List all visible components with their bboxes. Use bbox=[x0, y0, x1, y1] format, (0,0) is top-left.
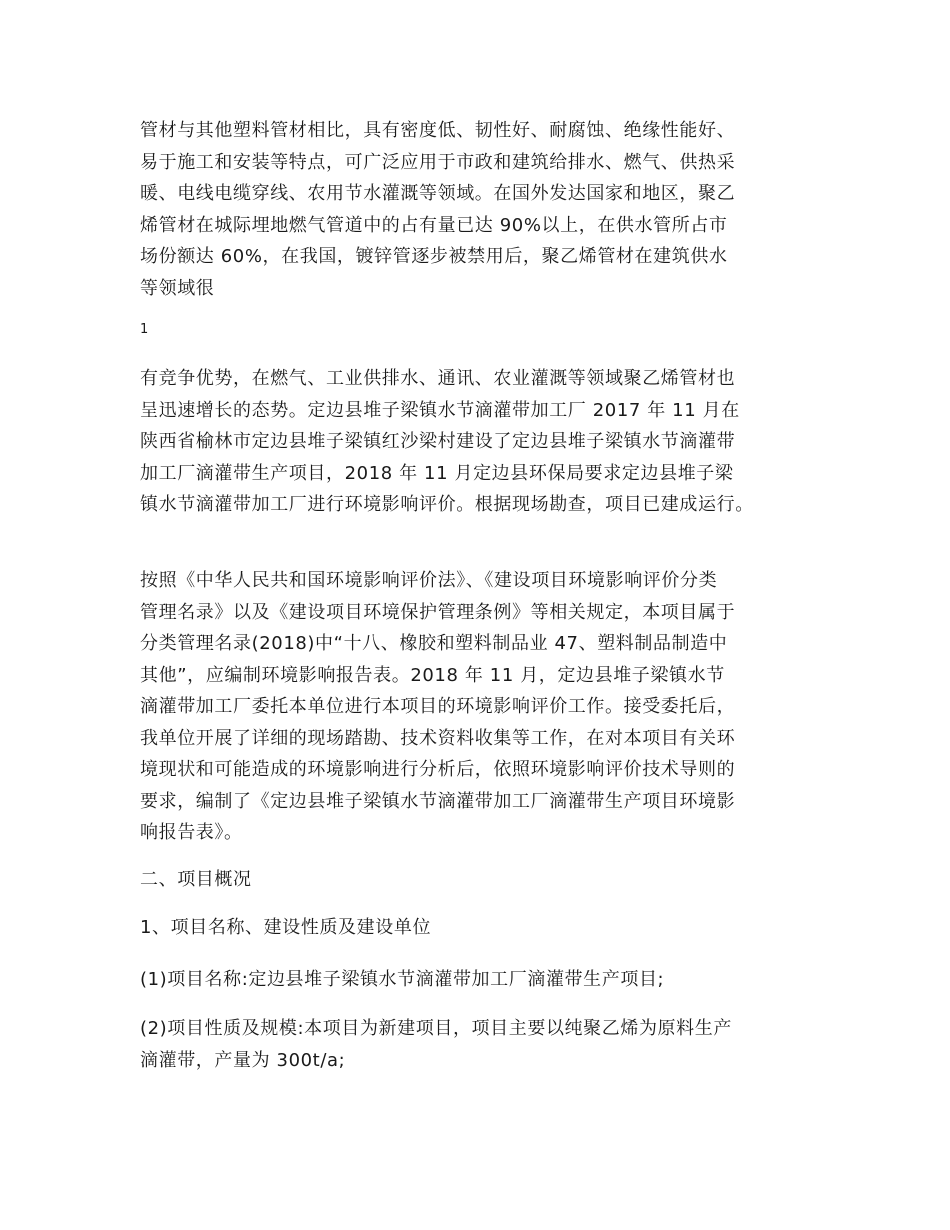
list-item-project-name: (1)项目名称:定边县堆子梁镇水节滴灌带加工厂滴灌带生产项目; bbox=[140, 969, 665, 990]
paragraph-pe-pipe-advantages: 管材与其他塑料管材相比，具有密度低、韧性好、耐腐蚀、绝缘性能好、 易于施工和安装等特点，可广泛应用于市政和建筑给排水、燃气、供热采 暖、电线电缆穿线、农用节水灌溉等领域。在国外发达国家和地区，聚乙 烯管材在城际埋地燃气管道中的占有量已达 90%以上，在供水管所占市 场份额达 60%，在我国，镀锌管逐步被禁用后，聚乙烯管材在建筑供水 等领域很 bbox=[140, 120, 736, 299]
section-heading: 二、项目概况 bbox=[140, 869, 252, 890]
paragraph-project-background: 有竞争优势，在燃气、工业供排水、通讯、农业灌溉等领域聚乙烯管材也 呈迅速增长的态势。定边县堆子梁镇水节滴灌带加工厂 2017 年 11 月在 陕西省榆林市定边县堆子梁镇红沙梁村建设了定边县堆子梁镇水节滴灌带 加工厂滴灌带生产项目，2018 年 11 月定边县环保局要求定边县堆子梁 镇水节滴灌带加工厂进行环境影响评价。根据现场勘查，项目已建成运行。 bbox=[140, 368, 754, 515]
subsection-heading: 1、项目名称、建设性质及建设单位 bbox=[140, 917, 432, 938]
paragraph-assessment-basis: 按照《中华人民共和国环境影响评价法》、《建设项目环境影响评价分类 管理名录》以及《建设项目环境保护管理条例》等相关规定，本项目属于 分类管理名录(2018)中“十八、橡胶和塑料制品业 47、塑料制品制造中 其他”，应编制环境影响报告表。2018 年 11 月，定边县堆子梁镇水节 滴灌带加工厂委托本单位进行本项目的环境影响评价工作。接受委托后， 我单位开展了详细的现场踏勘、技术资料收集等工作，在对本项目有关环 境现状和可能造成的环境影响进行分析后，依照环境影响评价技术导则的 要求，编制了《定边县堆子梁镇水节滴灌带加工厂滴灌带生产项目环境影 响报告表》。 bbox=[140, 570, 736, 843]
page-number: 1 bbox=[140, 322, 149, 337]
list-item-project-nature: (2)项目性质及规模:本项目为新建项目，项目主要以纯聚乙烯为原料生产 滴灌带，产量为 300t/a; bbox=[140, 1018, 732, 1071]
